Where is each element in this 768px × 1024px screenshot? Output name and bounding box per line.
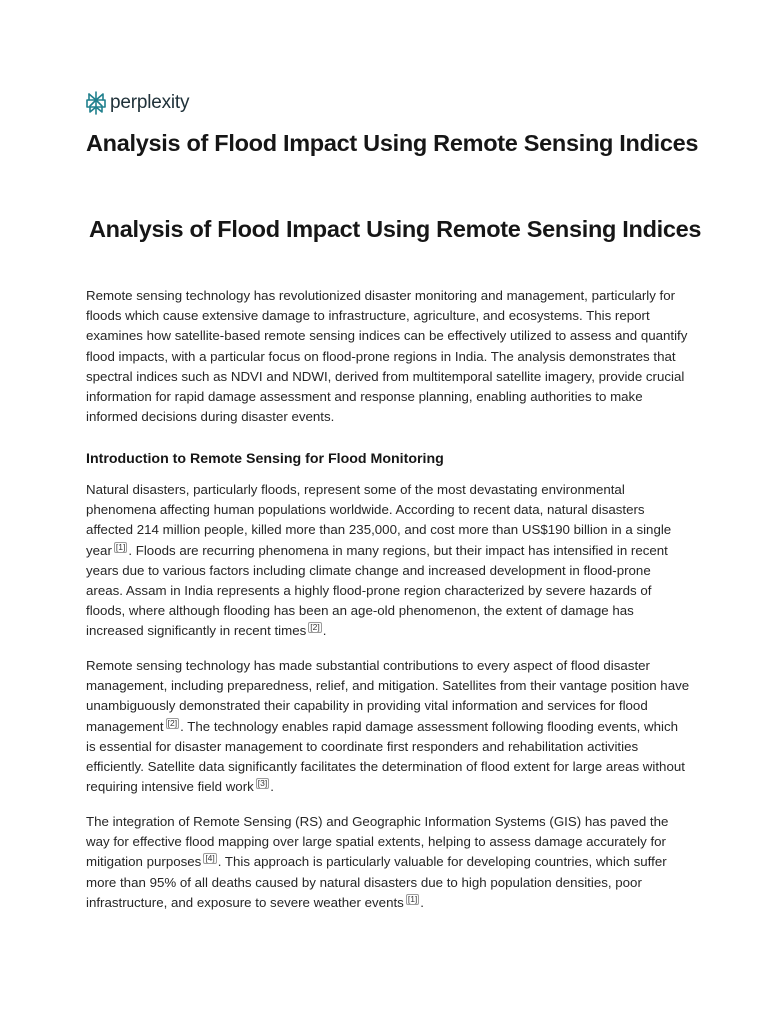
brand-name: perplexity (110, 92, 190, 113)
document-title: Analysis of Flood Impact Using Remote Sensing Indices (86, 130, 699, 156)
paragraph-text: . (322, 623, 327, 639)
paragraph-1 (86, 480, 690, 642)
citation-link[interactable]: [2] (167, 717, 178, 728)
paragraph-text: Natural disasters, particularly floods, represent some of the most devastating environmental phenomena affecting human populations worldwide. According to recent data, natural disasters affected 214 million people, killed more than 235,000, and cost more than US$190 billion in a single year (86, 482, 672, 558)
paragraph-text: . This approach is particularly valuable for developing countries, which suffer more than 95% of all deaths caused by natural disasters due to high population densities, poor infrastructure, and exposure to severe weather events (86, 854, 667, 910)
paragraph-text: The integration of Remote Sensing (RS) and Geographic Information Systems (GIS) has paved the way for effective flood mapping over large spatial extents, helping to assess damage accurately for mitigation purposes (86, 814, 669, 870)
citation-link[interactable]: [3] (257, 778, 268, 789)
citation-link[interactable]: [1] (407, 893, 418, 904)
brand-logo (86, 90, 189, 116)
intro-paragraph: Remote sensing technology has revolutionized disaster monitoring and management, particularly for floods which cause extensive damage to infrastructure, agriculture, and ecosystems. This report examines how satellite-based remote sensing indices can be effectively utilized to assess and quantify flood impacts, with a particular focus on flood-prone regions in India. The analysis demonstrates that spectral indices such as NDVI and NDWI, derived from multitemporal satellite imagery, provide crucial information for rapid damage assessment and response planning, enabling authorities to make informed decisions during disaster events. (86, 288, 688, 425)
paragraph-text: . (270, 779, 274, 795)
paragraph-2 (86, 656, 690, 797)
paragraph-text: . The technology enables rapid damage assessment following flooding events, which is essential for disaster management to coordinate first responders and rehabilitation activities efficiently. Satellite data significantly facilitates the determination of flood extent for large areas without requiring intensive field work (86, 718, 685, 795)
citation-link[interactable]: [1] (115, 541, 126, 552)
paragraph-3 (86, 812, 690, 913)
section-heading: Introduction to Remote Sensing for Flood Monitoring (86, 451, 444, 467)
perplexity-logo-icon (86, 91, 106, 115)
paragraph-text: . (420, 894, 424, 910)
article-title: Analysis of Flood Impact Using Remote Sensing Indices (89, 216, 702, 242)
citation-link[interactable]: [2] (310, 622, 320, 633)
citation-link[interactable]: [4] (205, 853, 215, 864)
paragraph-text: . Floods are recurring phenomena in many regions, but their impact has intensified in recent years due to various factors including climate change and increased development in flood-prone areas. Assam in India represents a highly flood-prone region characterized by severe hazards of floods, where although flooding has been an age-old phenomenon, the extent of damage has increased significantly in recent times (86, 542, 668, 639)
paragraph-text: Remote sensing technology has made substantial contributions to every aspect of flood disaster management, including preparedness, relief, and mitigation. Satellites from their vantage position have unambiguously demonstrated their capability in providing vital information and services for flood management (86, 658, 690, 734)
